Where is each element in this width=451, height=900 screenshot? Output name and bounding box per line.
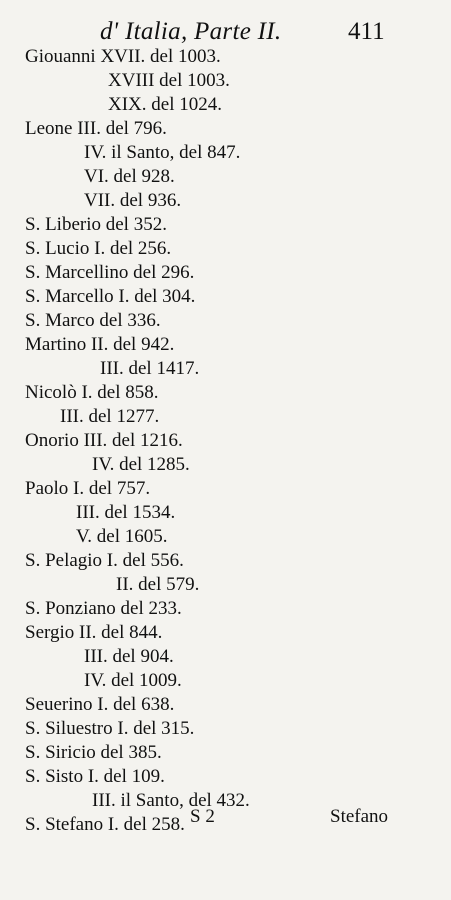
list-item: III. del 1417. [100,358,200,379]
list-item: IV. il Santo, del 847. [84,142,241,163]
list-item: S. Sisto I. del 109. [25,766,165,787]
list-item: IV. del 1285. [92,454,190,475]
list-item: S. Pelagio I. del 556. [25,550,184,571]
list-item: S. Liberio del 352. [25,214,167,235]
list-item: II. del 579. [116,574,200,595]
list-item: III. del 904. [84,646,174,667]
list-item: Leone III. del 796. [25,118,167,139]
list-item: Seuerino I. del 638. [25,694,175,715]
list-item: S. Marcello I. del 304. [25,286,196,307]
list-item: S. Ponziano del 233. [25,598,182,619]
list-item: Onorio III. del 1216. [25,430,183,451]
list-item: V. del 1605. [76,526,168,547]
list-item: III. del 1277. [60,406,160,427]
list-item: III. il Santo, del 432. [92,790,250,811]
list-item: S. Siluestro I. del 315. [25,718,195,739]
list-item: Paolo I. del 757. [25,478,151,499]
list-item: XIX. del 1024. [108,94,222,115]
signature-mark: S 2 [190,806,215,827]
catchword: Stefano [330,806,389,827]
list-item: S. Marcellino del 296. [25,262,195,283]
list-item: Giouanni XVII. del 1003. [25,46,221,67]
list-item: Martino II. del 942. [25,334,175,355]
list-item: Nicolò I. del 858. [25,382,159,403]
list-item: III. del 1534. [76,502,176,523]
list-item: S. Marco del 336. [25,310,161,331]
list-item: S. Lucio I. del 256. [25,238,172,259]
list-item: S. Siricio del 385. [25,742,162,763]
list-item: Sergio II. del 844. [25,622,163,643]
list-item: S. Stefano I. del 258. [25,814,185,835]
page-number: 411 [348,18,385,45]
list-item: VI. del 928. [84,166,175,187]
running-title: d' Italia, Parte II. [100,18,282,45]
page-header [0,18,451,48]
list-item: XVIII del 1003. [108,70,230,91]
list-item: VII. del 936. [84,190,182,211]
list-item: IV. del 1009. [84,670,182,691]
